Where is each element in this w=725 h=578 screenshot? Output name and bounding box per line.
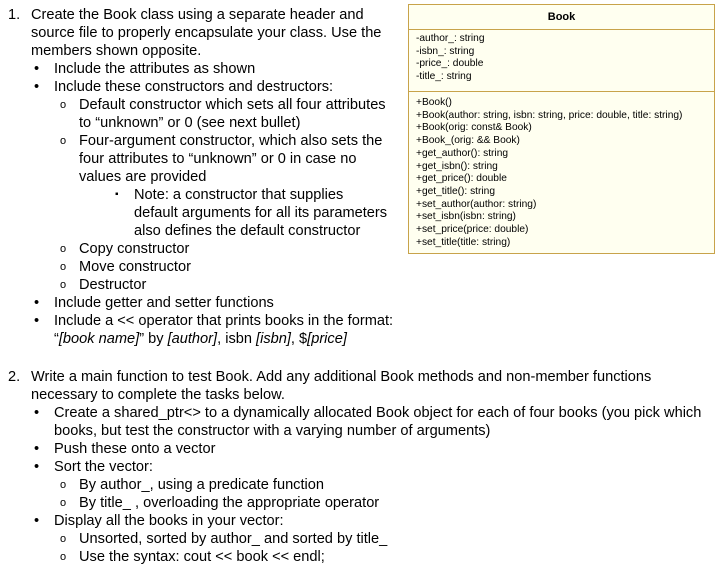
- bullet-attributes: Include the attributes as shown: [54, 61, 256, 77]
- uml-method: +get_author(): string: [416, 147, 509, 159]
- display-unsorted: Unsorted, sorted by author_ and sorted by title_: [79, 531, 388, 547]
- format-by: ” by: [139, 331, 168, 347]
- note-line-3: also defines the default constructor: [134, 223, 361, 239]
- hollow-bullet-icon: o: [60, 497, 67, 509]
- section-2-number: 2.: [8, 369, 21, 385]
- shared-ptr-line-1: Create a shared_ptr<> to a dynamically allocated Book object for each of four books (you pick which: [54, 405, 702, 421]
- uml-method: +set_isbn(isbn: string): [416, 211, 516, 223]
- format-author: [author]: [167, 331, 218, 347]
- bullet-icon: •: [34, 513, 40, 529]
- bullet-icon: •: [34, 459, 40, 475]
- default-ctor-line-1: Default constructor which sets all four attributes: [79, 97, 386, 113]
- bullet-icon: •: [34, 61, 40, 77]
- uml-method: +Book(author: string, isbn: string, price: double, title: string): [416, 109, 683, 121]
- bullet-icon: •: [34, 441, 40, 457]
- uml-attribute: -price_: double: [416, 58, 484, 70]
- hollow-bullet-icon: o: [60, 479, 67, 491]
- uml-attribute: -isbn_: string: [416, 45, 475, 57]
- uml-method: +Book(): [416, 97, 452, 108]
- four-arg-ctor-line-1: Four-argument constructor, which also sets the: [79, 133, 383, 149]
- uml-method: +Book(orig: const& Book): [416, 122, 532, 134]
- uml-method: +get_price(): double: [416, 173, 507, 185]
- uml-attribute: -author_: string: [416, 33, 485, 44]
- hollow-bullet-icon: o: [60, 279, 67, 291]
- format-price: [price]: [307, 331, 347, 347]
- sort-by-title: By title_ , overloading the appropriate operator: [79, 495, 380, 511]
- bullet-icon: •: [34, 405, 40, 421]
- bullet-operator: Include a << operator that prints books in the format:: [54, 313, 394, 329]
- format-price-label: , $: [290, 331, 308, 347]
- print-format: [54, 330, 347, 348]
- hollow-bullet-icon: o: [60, 135, 67, 147]
- uml-methods: [409, 92, 714, 249]
- section-1-intro-line-2: source file to properly encapsulate your class. Use the: [31, 25, 382, 41]
- bullet-display: Display all the books in your vector:: [54, 513, 284, 529]
- bullet-getters-setters: Include getter and setter functions: [54, 295, 274, 311]
- hollow-bullet-icon: o: [60, 551, 67, 563]
- hollow-bullet-icon: o: [60, 261, 67, 273]
- section-1-intro-line-1: Create the Book class using a separate header and: [31, 7, 364, 23]
- bullet-icon: •: [34, 313, 40, 329]
- four-arg-ctor-line-2: four attributes to “unknown” or 0 in case no: [79, 151, 357, 167]
- bullet-icon: •: [34, 295, 40, 311]
- section-2-intro-line-2: necessary to complete the tasks below.: [31, 387, 285, 403]
- uml-method: +set_price(price: double): [416, 224, 529, 236]
- bullet-push: Push these onto a vector: [54, 441, 216, 457]
- note-line-1: Note: a constructor that supplies: [134, 187, 344, 203]
- bullet-icon: •: [34, 79, 40, 95]
- hollow-bullet-icon: o: [60, 243, 67, 255]
- default-ctor-line-2: to “unknown” or 0 (see next bullet): [79, 115, 301, 131]
- section-2-intro-line-1: Write a main function to test Book. Add any additional Book methods and non-member functions: [31, 369, 652, 385]
- uml-method: +get_isbn(): string: [416, 160, 498, 172]
- uml-method: +set_title(title: string): [416, 236, 511, 248]
- uml-class-name: Book: [409, 5, 714, 30]
- format-quote: “: [54, 331, 59, 347]
- format-book-name: [book name]: [58, 331, 140, 347]
- sort-by-author: By author_, using a predicate function: [79, 477, 325, 493]
- hollow-bullet-icon: o: [60, 99, 67, 111]
- section-1-intro-line-3: members shown opposite.: [31, 43, 202, 59]
- uml-method: +set_author(author: string): [416, 198, 537, 210]
- hollow-bullet-icon: o: [60, 533, 67, 545]
- destructor: Destructor: [79, 277, 147, 293]
- uml-class-diagram: [408, 4, 715, 254]
- bullet-sort: Sort the vector:: [54, 459, 153, 475]
- four-arg-ctor-line-3: values are provided: [79, 169, 207, 185]
- uml-method: +get_title(): string: [416, 185, 495, 197]
- uml-attributes: [409, 29, 714, 92]
- display-syntax: Use the syntax: cout << book << endl;: [79, 549, 325, 565]
- move-ctor: Move constructor: [79, 259, 191, 275]
- shared-ptr-line-2: books, but test the constructor with a varying number of arguments): [54, 423, 491, 439]
- bullet-constructors: Include these constructors and destructors:: [54, 79, 334, 95]
- section-1-number: 1.: [8, 7, 21, 23]
- small-bullet-icon: ▪: [115, 189, 119, 200]
- format-isbn: [isbn]: [256, 331, 291, 347]
- copy-ctor: Copy constructor: [79, 241, 190, 257]
- format-isbn-label: , isbn: [217, 331, 257, 347]
- uml-method: +Book_(orig: && Book): [416, 135, 520, 147]
- uml-attribute: -title_: string: [416, 71, 472, 83]
- note-line-2: default arguments for all its parameters: [134, 205, 388, 221]
